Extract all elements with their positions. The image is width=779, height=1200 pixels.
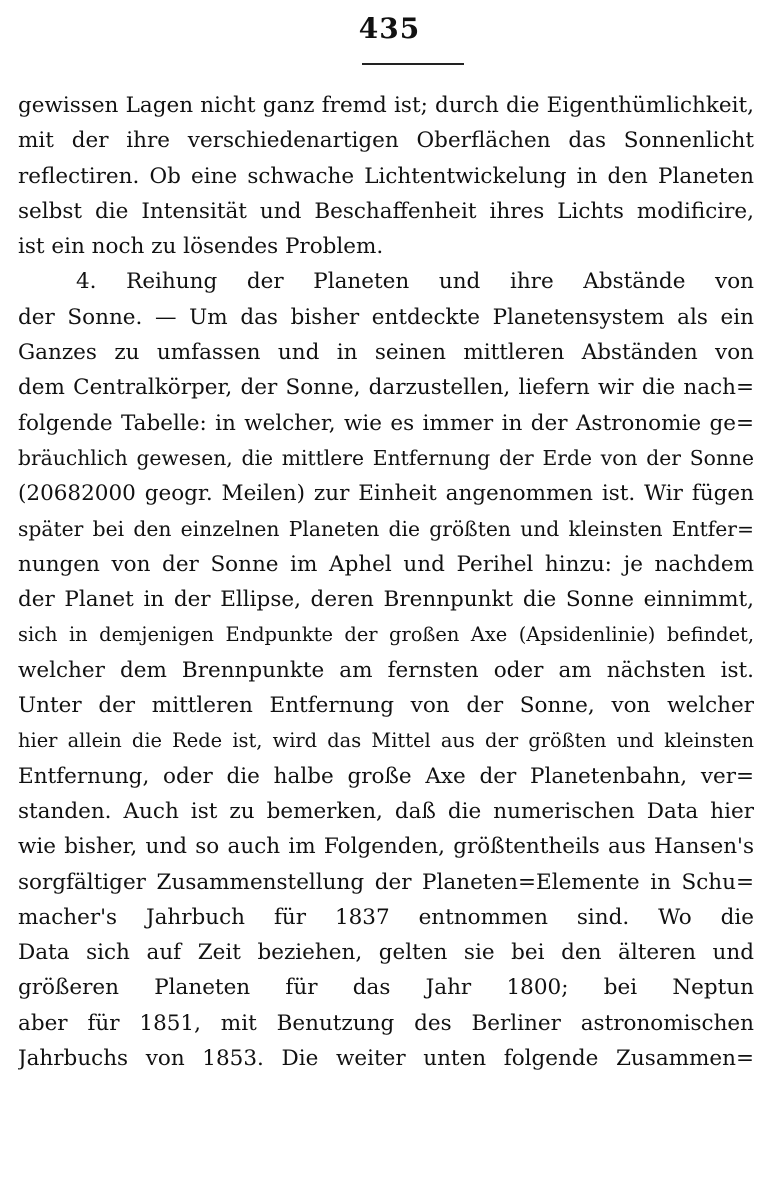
text-line: gewissen Lagen nicht ganz fremd ist; durch die Eigenthümlichkeit, xyxy=(18,93,754,118)
text-line: Jahrbuchs von 1853. Die weiter unten folgende Zusammen= xyxy=(18,1046,754,1072)
text-line: Unter der mittleren Entfernung von der Sonne, von welcher xyxy=(18,693,754,719)
text-line: ist ein noch zu lösendes Problem. xyxy=(18,234,384,260)
text-line: welcher dem Brennpunkte am fernsten oder am nächsten ist. xyxy=(18,657,754,683)
text-line: standen. Auch ist zu bemerken, daß die numerischen Data hier xyxy=(18,798,754,824)
text-line: Ganzes zu umfassen und in seinen mittleren Abständen von xyxy=(18,340,754,366)
text-line: der Planet in der Ellipse, deren Brennpunkt die Sonne einnimmt, xyxy=(18,587,754,613)
text-line: sich in demjenigen Endpunkte der großen Axe (Apsidenlinie) befindet, xyxy=(18,623,754,647)
header-rule xyxy=(362,63,464,65)
text-line: selbst die Intensität und Beschaffenheit ihres Lichts modificire, xyxy=(18,198,754,224)
text-line: (20682000 geogr. Meilen) zur Einheit angenommen ist. Wir fügen xyxy=(18,481,754,507)
section-heading-line: 4. Reihung der Planeten und ihre Abstände von xyxy=(76,269,754,295)
text-line: reflectiren. Ob eine schwache Lichtentwickelung in den Planeten xyxy=(18,163,754,189)
text-line: hier allein die Rede ist, wird das Mittel aus der größten und kleinsten xyxy=(18,729,754,753)
text-line: später bei den einzelnen Planeten die größten und kleinsten Entfer= xyxy=(18,516,754,541)
text-line: wie bisher, und so auch im Folgenden, größtentheils aus Hansen's xyxy=(18,834,754,860)
text-line: sorgfältiger Zusammenstellung der Planeten=Elemente in Schu= xyxy=(18,869,754,895)
text-line: mit der ihre verschiedenartigen Oberflächen das Sonnenlicht xyxy=(18,128,754,154)
text-line: bräuchlich gewesen, die mittlere Entfernung der Erde von der Sonne xyxy=(18,445,754,470)
body-text xyxy=(18,88,754,1076)
text-line: nungen von der Sonne im Aphel und Perihel hinzu: je nachdem xyxy=(18,551,754,577)
text-line: dem Centralkörper, der Sonne, darzustellen, liefern wir die nach= xyxy=(18,375,754,401)
text-line: Data sich auf Zeit beziehen, gelten sie bei den älteren und xyxy=(18,940,754,966)
text-line: größeren Planeten für das Jahr 1800; bei Neptun xyxy=(18,975,754,1001)
text-line: der Sonne. — Um das bisher entdeckte Planetensystem als ein xyxy=(18,304,754,330)
page-number: 435 xyxy=(358,12,421,45)
text-line: folgende Tabelle: in welcher, wie es immer in der Astronomie ge= xyxy=(18,410,754,436)
text-line: Entfernung, oder die halbe große Axe der Planetenbahn, ver= xyxy=(18,763,754,789)
text-line: aber für 1851, mit Benutzung des Berliner astronomischen xyxy=(18,1010,754,1036)
text-line: macher's Jahrbuch für 1837 entnommen sind. Wo die xyxy=(18,904,754,930)
